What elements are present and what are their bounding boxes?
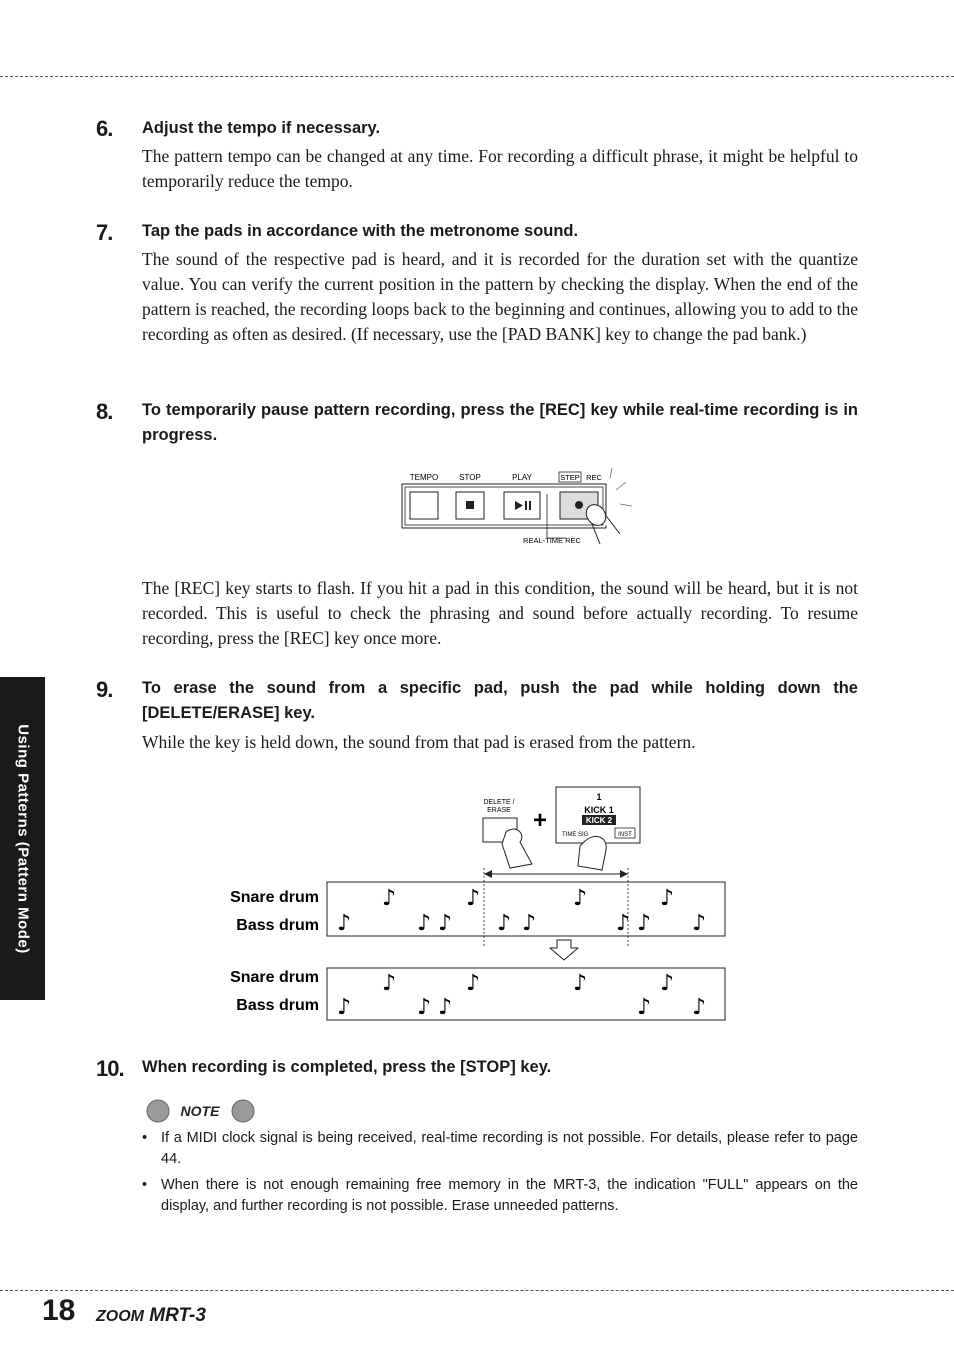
step-10-number: 10. — [96, 1056, 124, 1081]
rec-label: REC — [586, 473, 602, 482]
down-arrow-icon — [550, 940, 578, 960]
stop-icon — [466, 501, 474, 509]
model-name: MRT-3 — [149, 1305, 206, 1326]
svg-text:♪: ♪ — [417, 911, 432, 936]
svg-text:♪: ♪ — [438, 995, 453, 1020]
pad-time-sig: TIME SIG — [562, 832, 589, 838]
svg-text:♪: ♪ — [337, 911, 352, 936]
step-8-number: 8. — [96, 399, 113, 424]
step-8-title: To temporarily pause pattern recording, press the [REC] key while real-time recording is in progress. — [142, 401, 858, 444]
step-7-body: The sound of the respective pad is heard, and it is recorded for the duration set with the quantize value. You can verify the current position in the pattern by checking the display. When the end of the pattern is reached, the recording loops back to the beginning and continues, allowing you to add to the recording as often as desired. (If necessary, use the [PAD BANK] key to change the pad bank.) — [142, 249, 858, 344]
pad-kick2: KICK 2 — [585, 816, 613, 825]
notes-before — [337, 886, 706, 936]
step-10-title: When recording is completed, press the [STOP] key. — [142, 1058, 552, 1076]
step-9-body: While the key is held down, the sound from that pad is erased from the pattern. — [142, 732, 696, 752]
note-item-1: • If a MIDI clock signal is being received, real-time recording is not possible. For details, please refer to page 44. — [142, 1128, 858, 1170]
svg-text:♪: ♪ — [660, 886, 675, 911]
delete-erase-label-2: ERASE — [487, 807, 511, 814]
stop-label: STOP — [459, 473, 481, 482]
svg-text:♪: ♪ — [382, 971, 397, 996]
step-6-number: 6. — [96, 116, 113, 141]
side-tab-label: Using Patterns (Pattern Mode) — [14, 723, 31, 954]
tempo-key[interactable] — [410, 492, 438, 519]
brand-name: ZOOM — [96, 1308, 144, 1325]
side-tab — [0, 677, 45, 1000]
svg-text:♪: ♪ — [616, 911, 631, 936]
svg-text:♪: ♪ — [337, 995, 352, 1020]
bottom-dashed-rule — [0, 1290, 954, 1291]
step-8-body: The [REC] key starts to flash. If you hit a pad in this condition, the sound will be heard, but it is not recorded. This is useful to check the phrasing and sound before actually recording. To resume recording, press the [REC] key once more. — [142, 578, 858, 648]
page-number: 18 — [42, 1294, 76, 1327]
svg-text:♪: ♪ — [692, 995, 707, 1020]
delete-erase-label-1: DELETE / — [483, 799, 515, 806]
play-label: PLAY — [512, 473, 532, 482]
svg-text:♪: ♪ — [637, 995, 652, 1020]
rec-dot-icon — [575, 501, 583, 509]
transport-keys-diagram — [398, 464, 638, 554]
svg-text:♪: ♪ — [522, 911, 537, 936]
svg-text:♪: ♪ — [573, 886, 588, 911]
finger-icon-left — [502, 829, 532, 868]
plus-sign: + — [532, 807, 548, 834]
svg-text:♪: ♪ — [417, 995, 432, 1020]
product-name — [96, 1305, 206, 1327]
svg-text:♪: ♪ — [382, 886, 397, 911]
svg-text:♪: ♪ — [637, 911, 652, 936]
row1-snare-label: Snare drum — [230, 889, 319, 906]
pad-kick1: KICK 1 — [584, 805, 614, 815]
svg-text:♪: ♪ — [497, 911, 512, 936]
tempo-label: TEMPO — [409, 473, 439, 482]
svg-text:♪: ♪ — [466, 886, 481, 911]
row1-bass-label: Bass drum — [236, 917, 319, 934]
note-list — [142, 1128, 858, 1222]
note-item-2: • When there is not enough remaining free memory in the MRT-3, the indication "FULL" appears on the display, and further recording is not possible. Erase unneeded patterns. — [142, 1175, 858, 1217]
row2-snare-label: Snare drum — [230, 969, 319, 986]
erase-pattern-diagram — [222, 784, 730, 1024]
svg-text:♪: ♪ — [573, 971, 588, 996]
notes-after — [337, 971, 706, 1020]
step-6-body: The pattern tempo can be changed at any time. For recording a difficult phrase, it might be helpful to temporarily reduce the tempo. — [142, 146, 858, 191]
note-label: NOTE — [180, 1103, 220, 1119]
note-badge — [145, 1098, 257, 1124]
step-9-number: 9. — [96, 677, 113, 702]
step-6-title: Adjust the tempo if necessary. — [142, 119, 381, 137]
step-label: STEP — [560, 473, 580, 482]
step-9-title: To erase the sound from a specific pad, push the pad while holding down the [DELETE/ERASE] key. — [142, 679, 858, 722]
svg-text:♪: ♪ — [660, 971, 675, 996]
svg-text:♪: ♪ — [692, 911, 707, 936]
row2-bass-label: Bass drum — [236, 997, 319, 1014]
realtime-rec-label: REAL-TIME REC — [523, 536, 581, 545]
pad-number: 1 — [596, 792, 602, 802]
pad-inst: INST — [618, 832, 632, 838]
step-7-number: 7. — [96, 220, 113, 245]
step-7-title: Tap the pads in accordance with the metronome sound. — [142, 222, 579, 240]
svg-text:♪: ♪ — [438, 911, 453, 936]
svg-text:♪: ♪ — [466, 971, 481, 996]
top-dashed-rule — [0, 76, 954, 77]
